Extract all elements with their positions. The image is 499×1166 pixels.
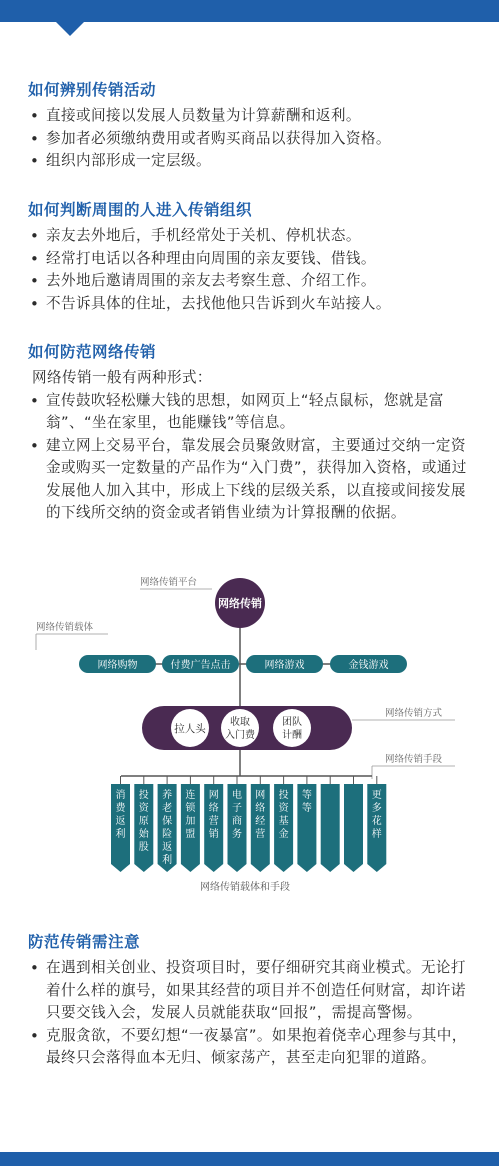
means-text: 电 bbox=[232, 790, 242, 801]
method-text: 收取 bbox=[230, 717, 250, 728]
means-text: 利 bbox=[115, 829, 126, 840]
means-group bbox=[111, 776, 386, 872]
means-text: 养 bbox=[162, 790, 173, 801]
means-text: 营 bbox=[255, 829, 266, 840]
carrier-label: 网络传销载体 bbox=[36, 622, 94, 633]
network-mlm-diagram bbox=[0, 572, 499, 902]
section-judge bbox=[28, 198, 473, 315]
means-text: 资 bbox=[278, 803, 289, 814]
carrier-text: 金钱游戏 bbox=[348, 660, 389, 671]
method-text: 计酬 bbox=[282, 730, 302, 741]
list-item: • 在遇到相关创业、投资项目时，要仔细研究其商业模式。无论打着什么样的旗号，如果其经营的项目并不创造任何财富，却许诺只要交钱入会，发展人员就能获取“回报”，需提高警惕。 bbox=[28, 957, 473, 1025]
means-text: 商 bbox=[232, 816, 242, 827]
section-title: 如何判断周围的人进入传销组织 bbox=[28, 201, 253, 219]
means-text: 盟 bbox=[185, 829, 196, 840]
means-text: 投 bbox=[138, 790, 149, 801]
section-network bbox=[28, 340, 473, 525]
means-text: 更 bbox=[371, 790, 382, 801]
means-text: 网 bbox=[208, 790, 219, 801]
means-text: 等 bbox=[301, 803, 312, 814]
means-text: 消 bbox=[115, 790, 126, 801]
means-text: 险 bbox=[162, 829, 173, 840]
means-text: 原 bbox=[138, 816, 149, 827]
method-text: 团队 bbox=[282, 717, 302, 728]
section-identify bbox=[28, 78, 473, 173]
method-text: 拉人头 bbox=[174, 723, 206, 735]
list-item: • 经常打电话以各种理由向周围的亲友要钱、借钱。 bbox=[28, 248, 473, 271]
means-text: 费 bbox=[115, 803, 126, 814]
means-text: 销 bbox=[208, 829, 219, 840]
means-text: 利 bbox=[162, 855, 173, 866]
means-banner bbox=[344, 784, 363, 872]
method-label: 网络传销方式 bbox=[385, 708, 443, 719]
carrier-text: 网络游戏 bbox=[264, 660, 305, 671]
carrier-text: 付费广告点击 bbox=[170, 660, 231, 671]
means-text: 等 bbox=[301, 790, 312, 801]
list-item: • 不告诉具体的住址，去找他他只告诉到火车站接人。 bbox=[28, 293, 473, 316]
list-item: • 参加者必须缴纳费用或者购买商品以获得加入资格。 bbox=[28, 128, 473, 151]
list-item: • 组织内部形成一定层级。 bbox=[28, 150, 473, 173]
means-text: 子 bbox=[232, 803, 242, 814]
means-text: 保 bbox=[162, 816, 173, 827]
bottom-banner bbox=[0, 1152, 499, 1166]
list-item: • 建立网上交易平台，靠发展会员聚敛财富，主要通过交纳一定资金或购买一定数量的产品作为“入门费”，获得加入资格，或通过发展他人加入其中，形成上下线的层级关系，以直接或间接发展的下线所交纳的资金或者销售业绩为计算报酬的依据。 bbox=[28, 435, 473, 525]
means-text: 务 bbox=[232, 829, 242, 840]
means-text: 基 bbox=[278, 816, 289, 827]
section-title: 如何辨别传销活动 bbox=[28, 81, 157, 99]
platform-label: 网络传销平台 bbox=[140, 577, 198, 588]
means-text: 连 bbox=[185, 790, 196, 801]
method-text: 入门费 bbox=[225, 730, 255, 741]
means-text: 经 bbox=[255, 816, 266, 827]
section-title: 防范传销需注意 bbox=[28, 933, 141, 951]
means-text: 返 bbox=[162, 842, 173, 853]
section-title: 如何防范网络传销 bbox=[28, 343, 157, 361]
means-text: 样 bbox=[371, 829, 382, 840]
section-precautions bbox=[28, 930, 473, 1070]
means-text: 金 bbox=[278, 829, 289, 840]
means-text: 始 bbox=[138, 829, 149, 840]
means-text: 络 bbox=[208, 803, 219, 814]
list-item: • 亲友去外地后，手机经常处于关机、停机状态。 bbox=[28, 225, 473, 248]
list-item: • 去外地后邀请周围的亲友去考察生意、介绍工作。 bbox=[28, 270, 473, 293]
method-node bbox=[273, 709, 311, 747]
means-text: 股 bbox=[138, 842, 149, 853]
carrier-text: 网络购物 bbox=[97, 660, 138, 671]
means-text: 网 bbox=[255, 790, 266, 801]
section-intro: 网络传销一般有两种形式： bbox=[32, 369, 212, 386]
means-label: 网络传销手段 bbox=[385, 754, 443, 765]
means-text: 加 bbox=[185, 816, 196, 827]
means-text: 花 bbox=[371, 816, 382, 827]
means-text: 返 bbox=[115, 816, 126, 827]
means-text: 资 bbox=[138, 803, 149, 814]
top-banner bbox=[0, 0, 499, 40]
means-text: 锁 bbox=[185, 803, 196, 814]
platform-text: 网络传销 bbox=[218, 597, 262, 610]
diagram-caption: 网络传销载体和手段 bbox=[200, 882, 290, 893]
means-text: 老 bbox=[162, 803, 173, 814]
means-text: 多 bbox=[371, 803, 382, 814]
means-banner bbox=[321, 784, 340, 872]
list-item: • 宣传鼓吹轻松赚大钱的思想，如网页上“轻点鼠标，您就是富翁”、“坐在家里，也能赚钱”等信息。 bbox=[28, 390, 473, 435]
list-item: • 克服贪欲，不要幻想“一夜暴富”。如果抱着侥幸心理参与其中，最终只会落得血本无归、倾家荡产，甚至走向犯罪的道路。 bbox=[28, 1025, 473, 1070]
means-text: 投 bbox=[278, 790, 289, 801]
means-text: 络 bbox=[255, 803, 266, 814]
method-node bbox=[221, 709, 259, 747]
list-item: • 直接或间接以发展人员数量为计算薪酬和返利。 bbox=[28, 105, 473, 128]
means-text: 营 bbox=[208, 816, 219, 827]
